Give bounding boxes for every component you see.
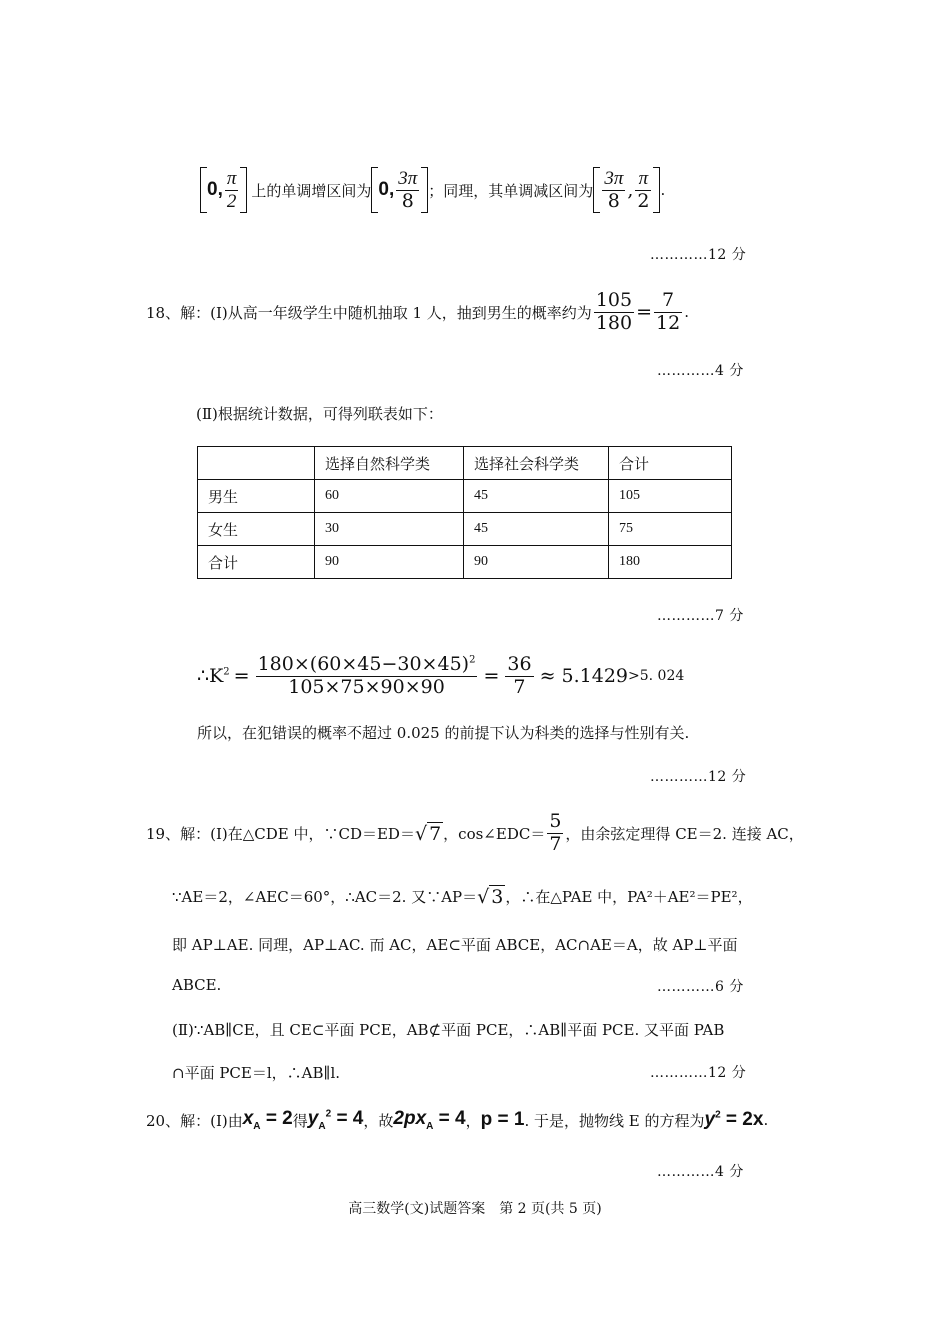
table-header-row (198, 447, 732, 480)
score-mark: …………7 分 (657, 608, 744, 624)
table-cell: 男生 (198, 480, 315, 513)
table-row (198, 513, 732, 546)
q19-line4: ABCE. (172, 976, 222, 994)
table-cell: 合计 (609, 447, 732, 480)
table-cell: 105 (609, 480, 732, 513)
score-mark: …………12 分 (650, 1065, 747, 1081)
table-cell: 选择自然科学类 (315, 447, 464, 480)
page-footer: 高三数学(文)试题答案 第 2 页(共 5 页) (348, 1201, 602, 1217)
score-mark: …………6 分 (657, 979, 744, 995)
interval-increase-domain: 0, $\frac{\pi}{2}$ (200, 167, 247, 213)
table-cell: 90 (464, 546, 609, 579)
table-row (198, 480, 732, 513)
table-cell: 45 (464, 480, 609, 513)
table-cell: 女生 (198, 513, 315, 546)
q18-line1: 18、解：(Ⅰ)从高一年级学生中随机抽取 1 人，抽到男生的概率约为 $\frac{105}{180}$ = $\frac{7}{12}$ . (146, 288, 689, 334)
score-mark: …………12 分 (650, 247, 747, 263)
interval-decrease: $\frac{3\pi}{8}$ , $\frac{\pi}{2}$ (593, 167, 660, 213)
q18-part2-intro: (Ⅱ)根据统计数据，可得列联表如下： (196, 405, 443, 423)
table-cell: 45 (464, 513, 609, 546)
table-cell: 选择社会科学类 (464, 447, 609, 480)
table-cell: 30 (315, 513, 464, 546)
table-row (198, 546, 732, 579)
q17-interval-line: 0, $\frac{\pi}{2}$ 上的单调增区间为 0, $\frac{3\pi}{8}$ ；同理，其单调减区间为 $\frac{3\pi}{8}$ , $\frac{\pi}{2}$ . (200, 164, 665, 216)
contingency-table (197, 446, 732, 579)
q19-line1: 19、解：(Ⅰ)在△CDE 中，∵CD＝ED＝ √ 7 ，cos∠EDC＝ $\frac{5}{7}$ ，由余弦定理得 CE＝2. 连接 AC， (146, 809, 804, 855)
table-cell: 60 (315, 480, 464, 513)
q19-line3: 即 AP⊥AE. 同理，AP⊥AC. 而 AC，AE⊂平面 ABCE，AC∩AE＝A，故 AP⊥平面 (172, 936, 738, 954)
score-mark: …………4 分 (657, 1164, 744, 1180)
q20-line1: 20、解：(Ⅰ)由 $x_A = 2$ 得 $y_A^2 = 4$ ，故 $2px_A = 4$ ， p = 1 . 于是，抛物线 E 的方程为 $y^2 = 2x$ . (146, 1108, 769, 1132)
interval-increase: 0, $\frac{3\pi}{8}$ (371, 167, 428, 213)
q19-line2: ∵AE＝2，∠AEC＝60°，∴AC＝2. 又∵AP＝ √ 3 ，∴在△PAE 中，PA²＋AE²＝PE²， (172, 885, 753, 908)
table-cell: 90 (315, 546, 464, 579)
table-cell (198, 447, 315, 480)
table-cell: 75 (609, 513, 732, 546)
k-squared-formula: $\therefore K^2$ = $\frac{180\times(60\times 45-30\times 45)^2}{105\times 75\times 90\times 90}$ = $\frac{36}{7}$ ≈ 5.1429 >5. 024 (197, 652, 685, 698)
table-cell: 180 (609, 546, 732, 579)
q18-conclusion: 所以，在犯错误的概率不超过 0.025 的前提下认为科类的选择与性别有关. (197, 724, 690, 742)
table-cell: 合计 (198, 546, 315, 579)
score-mark: …………12 分 (650, 769, 747, 785)
score-mark: …………4 分 (657, 363, 744, 379)
q19-line5: (Ⅱ)∵AB∥CE，且 CE⊂平面 PCE，AB⊄平面 PCE，∴AB∥平面 PCE. 又平面 PAB (172, 1021, 725, 1039)
q19-line6: ∩平面 PCE＝l，∴AB∥l. (172, 1064, 341, 1082)
